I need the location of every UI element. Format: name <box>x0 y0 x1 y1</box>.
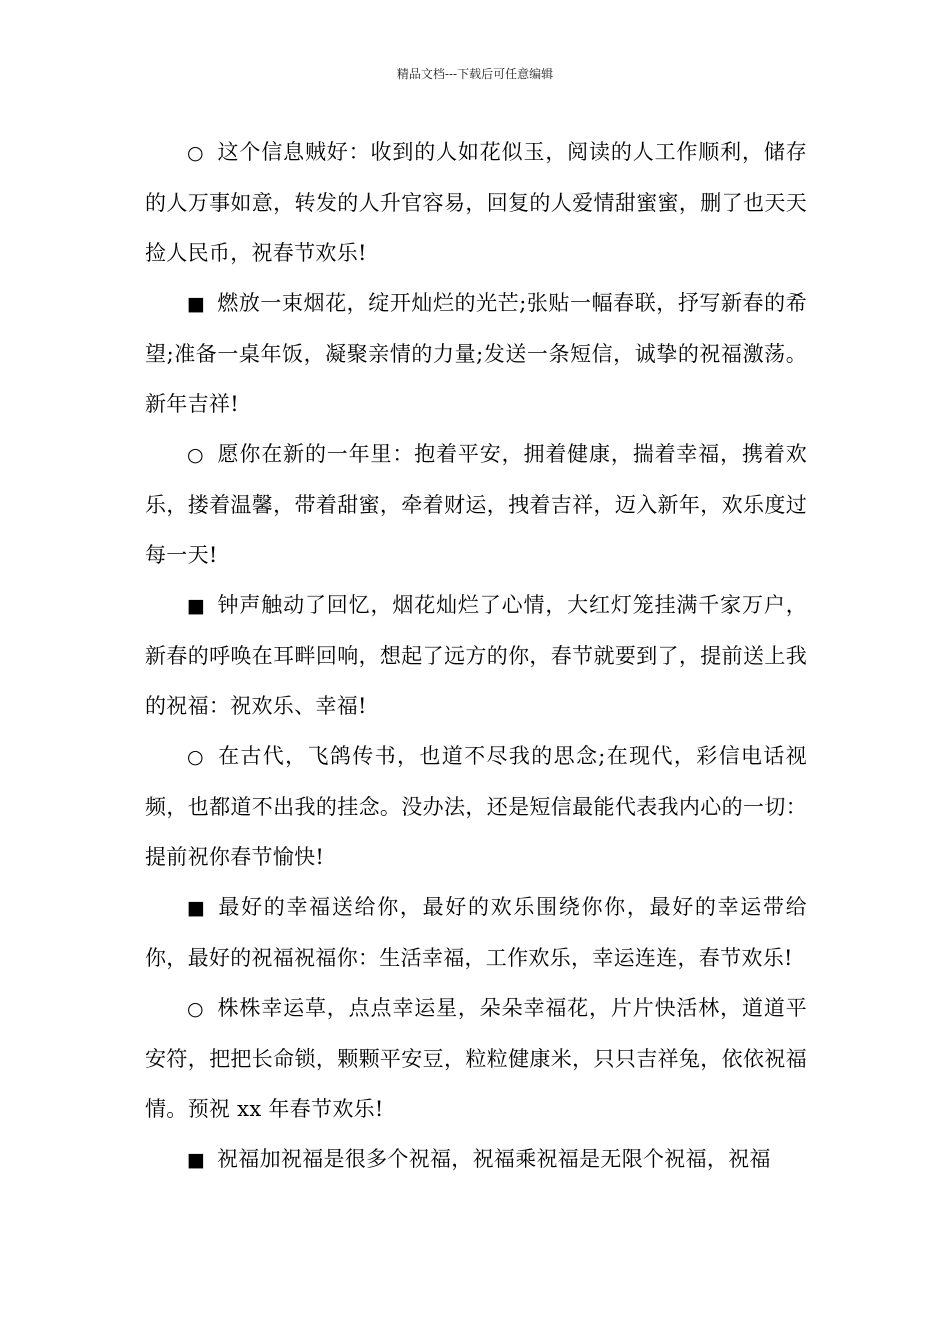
paragraph <box>145 983 807 1134</box>
paragraph-text: 在古代，飞鸽传书，也道不尽我的思念;在现代，彩信电话视频，也都道不出我的挂念。没办法，还是短信最能代表我内心的一切：提前祝你春节愉快! <box>145 744 807 869</box>
paragraph <box>145 1134 807 1185</box>
paragraph-text: 最好的幸福送给你，最好的欢乐围绕你你，最好的幸运带给你，最好的祝福祝福你：生活幸福，工作欢乐，幸运连连，春节欢乐! <box>145 895 807 970</box>
hollow-circle-bullet-icon: ○ <box>187 998 204 1020</box>
filled-square-bullet-icon: ■ <box>187 897 206 919</box>
paragraph <box>145 127 807 278</box>
document-body <box>145 127 807 1185</box>
paragraph-text: 愿你在新的一年里：抱着平安，拥着健康，揣着幸福，携着欢乐，搂着温馨，带着甜蜜，牵着财运，拽着吉祥，迈入新年，欢乐度过每一天! <box>145 442 807 567</box>
page-header: 精品文档---下载后可任意编辑 <box>396 67 554 81</box>
paragraph <box>145 580 807 731</box>
paragraph <box>145 429 807 580</box>
paragraph-text: 祝福加祝福是很多个祝福，祝福乘祝福是无限个祝福，祝福 <box>217 1147 771 1171</box>
filled-square-bullet-icon: ■ <box>187 595 206 617</box>
hollow-circle-bullet-icon: ○ <box>187 444 204 466</box>
hollow-circle-bullet-icon: ○ <box>187 746 204 768</box>
paragraph <box>145 882 807 983</box>
paragraph <box>145 731 807 882</box>
filled-square-bullet-icon: ■ <box>187 293 206 315</box>
paragraph-text: 钟声触动了回忆，烟花灿烂了心情，大红灯笼挂满千家万户，新春的呼唤在耳畔回响，想起了远方的你，春节就要到了，提前送上我的祝福：祝欢乐、幸福! <box>145 593 807 718</box>
paragraph-text: 株株幸运草，点点幸运星，朵朵幸福花，片片快活林，道道平安符，把把长命锁，颗颗平安豆，粒粒健康米，只只吉祥兔，依依祝福情。预祝 xx 年春节欢乐! <box>145 996 807 1121</box>
hollow-circle-bullet-icon: ○ <box>187 142 204 164</box>
paragraph-text: 燃放一束烟花，绽开灿烂的光芒;张贴一幅春联，抒写新春的希望;准备一桌年饭，凝聚亲情的力量;发送一条短信，诚挚的祝福激荡。新年吉祥! <box>145 291 807 416</box>
paragraph <box>145 278 807 429</box>
filled-square-bullet-icon: ■ <box>187 1149 206 1171</box>
paragraph-text: 这个信息贼好：收到的人如花似玉，阅读的人工作顺利，储存的人万事如意，转发的人升官容易，回复的人爱情甜蜜蜜，删了也天天捡人民币，祝春节欢乐! <box>145 140 807 265</box>
